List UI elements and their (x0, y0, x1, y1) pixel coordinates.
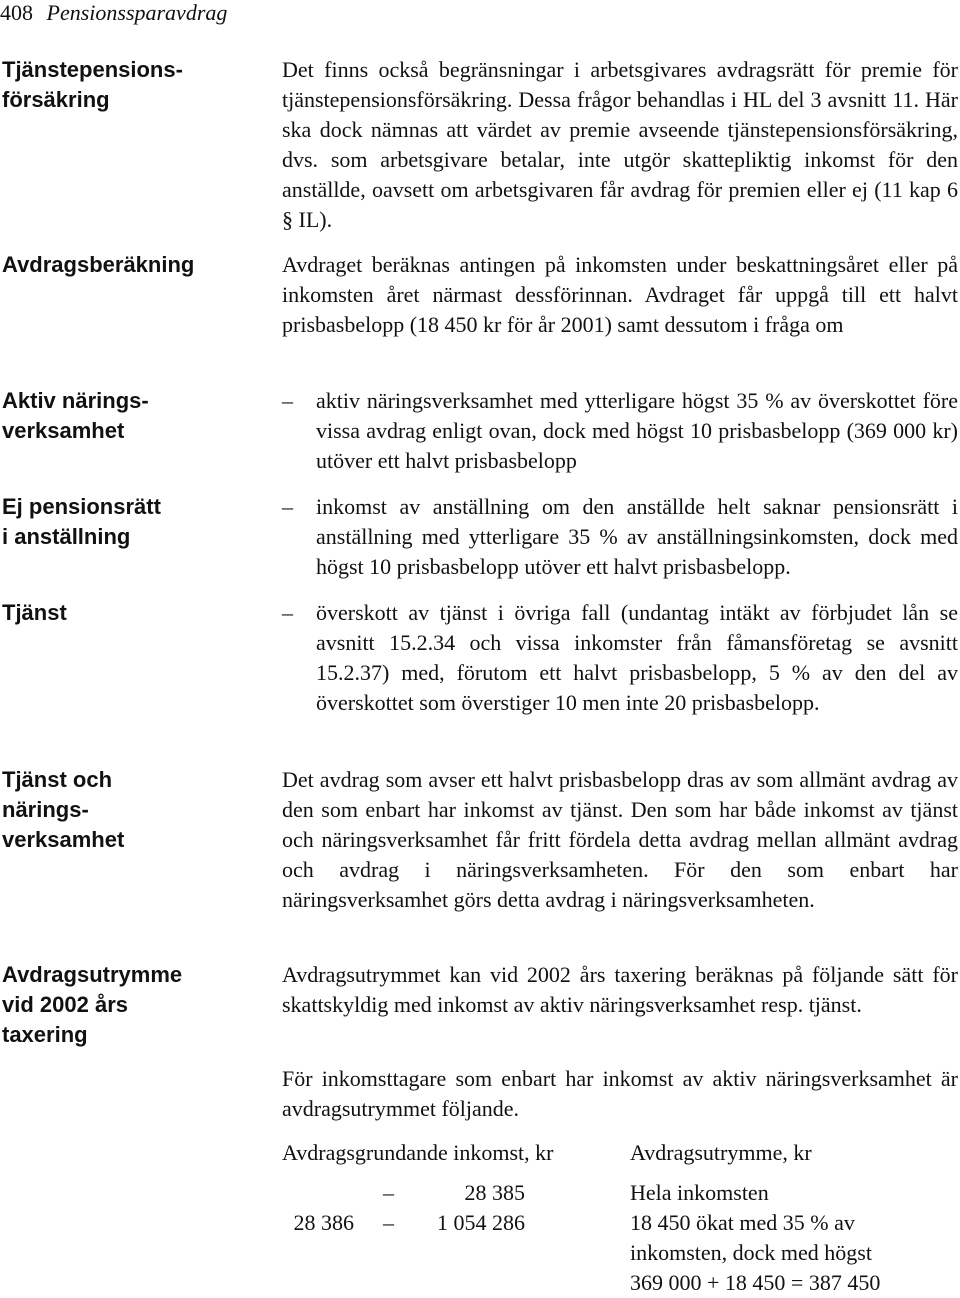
margin-note-tjanst-och-naringsverksamhet: Tjänst och närings- verksamhet (2, 767, 125, 852)
paragraph-inkomsttagare: För inkomsttagare som enbart har inkomst av aktiv näringsverksamhet är avdragsutrymmet följande. (282, 1066, 958, 1121)
list-item-text: aktiv näringsverksamhet med ytterligare högst 35 % av överskottet före vissa avdrag enligt ovan, dock med högst 10 prisbasbelopp (369 000 kr) utöver ett halvt prisbasbelopp (316, 388, 958, 473)
table-cell-result: 18 450 ökat med 35 % av (630, 1210, 855, 1235)
margin-note-tjanst: Tjänst (2, 600, 67, 625)
margin-note-ej-pensionsratt: Ej pensionsrätt i anställning (2, 494, 161, 549)
dash-bullet: – (282, 600, 293, 625)
paragraph-avdragsberakning: Avdraget beräknas antingen på inkomsten under beskattningsåret eller på inkomsten året närmast dessförinnan. Avdraget får uppgå till ett halvt prisbasbelopp (18 450 kr för år 2001) samt dessutom i fråga om (282, 252, 958, 337)
table-header-income: Avdragsgrundande inkomst, kr (282, 1140, 554, 1165)
paragraph-avdragsutrymme: Avdragsutrymmet kan vid 2002 års taxering beräknas på följande sätt för skattskyldig med inkomst av aktiv näringsverksamhet resp. tjänst. (282, 962, 958, 1017)
table-cell-to: 28 385 (464, 1180, 525, 1205)
margin-note-avdragsberakning: Avdragsberäkning (2, 252, 195, 277)
margin-note-tjanstepensionsforsakring: Tjänstepensions- försäkring (2, 57, 183, 112)
table-header-deduction: Avdragsutrymme, kr (630, 1140, 812, 1165)
paragraph-halvt-prisbasbelopp: Det avdrag som avser ett halvt prisbasbelopp dras av som allmänt avdrag av den som enbart har inkomst av tjänst. Den som har både inkomst av tjänst och näringsverksamhet får fritt fördela detta avdrag mellan allmänt avdrag och avdrag i näringsverksamheten. För den som enbart har näringsverksamhet görs detta avdrag i näringsverksamheten. (282, 767, 958, 912)
table-cell-dash: – (383, 1210, 394, 1235)
paragraph-tjanstepension: Det finns också begränsningar i arbetsgivares avdragsrätt för premie för tjänstepensionsförsäkring. Dessa frågor behandlas i HL del 3 avsnitt 11. Här ska dock nämnas att värdet av premie avseende tjänstepensionsförsäkring, dvs. som arbetsgivare betalar, inte utgör skattepliktig inkomst för den anställde, oavsett om arbetsgivaren får avdrag för premien eller ej (11 kap 6 § IL). (282, 57, 958, 232)
page-number: 408 (0, 0, 33, 25)
margin-note-aktiv-naringsverksamhet: Aktiv närings- verksamhet (2, 388, 149, 443)
list-item-text: överskott av tjänst i övriga fall (undantag intäkt av förbjudet lån se avsnitt 15.2.34 och vissa inkomster från fåmansföretag se avsnitt 15.2.37) med, förutom ett halvt prisbasbelopp, 5 % av den del av överskottet som överstiger 10 men inte 20 prisbasbelopp. (316, 600, 958, 715)
table-cell-dash: – (383, 1180, 394, 1205)
table-cell-result: inkomsten, dock med högst (630, 1240, 872, 1265)
running-title: Pensionssparavdrag (46, 0, 228, 25)
dash-bullet: – (282, 494, 293, 519)
dash-bullet: – (282, 388, 293, 413)
list-item-text: inkomst av anställning om den anställde helt saknar pensionsrätt i anställning med ytterligare 35 % av anställningsinkomsten, dock med högst 10 prisbasbelopp utöver ett halvt prisbasbelopp. (316, 494, 958, 579)
table-cell-result: 369 000 + 18 450 = 387 450 (630, 1270, 881, 1295)
margin-note-avdragsutrymme: Avdragsutrymme vid 2002 års taxering (2, 962, 183, 1047)
page-header (0, 0, 950, 30)
table-cell-from: 28 386 (293, 1210, 354, 1235)
table-cell-to: 1 054 286 (437, 1210, 525, 1235)
table-cell-result: Hela inkomsten (630, 1180, 769, 1205)
